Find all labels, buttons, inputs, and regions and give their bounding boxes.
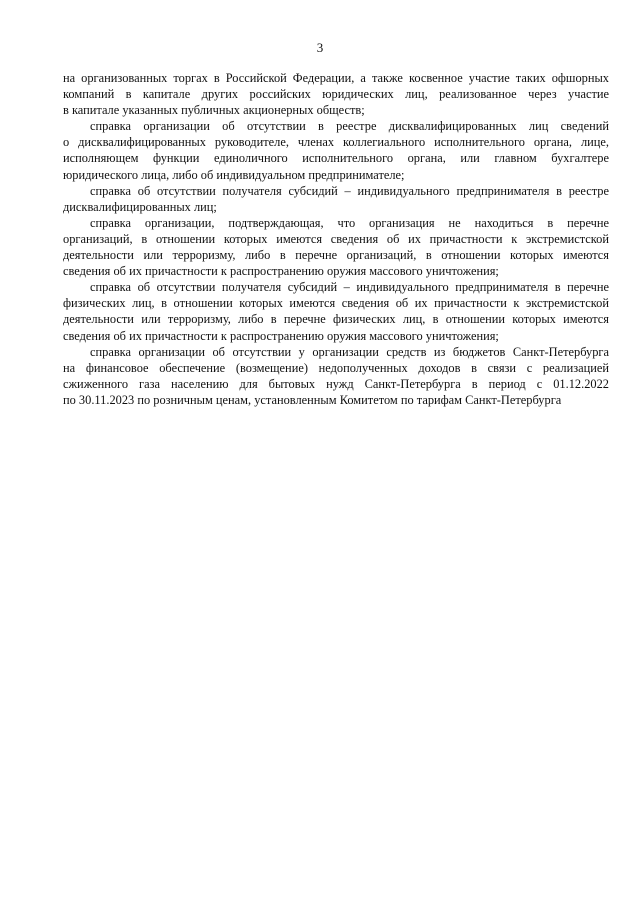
paragraph-disqualified-persons-certificate bbox=[63, 118, 609, 182]
text-line: дисквалифицированных лиц; bbox=[63, 199, 217, 214]
document-body bbox=[63, 70, 609, 408]
page-number: 3 bbox=[316, 40, 324, 55]
text-line: справка об отсутствии получателя субсидий – индивидуального предпринимателя в перечне bbox=[90, 280, 609, 295]
text-line: деятельности или терроризму, либо в перечне организаций, в отношении которых имеются bbox=[63, 248, 609, 263]
text-line: на организованных торгах в Российской Федерации, а также косвенное участие таких офшорных bbox=[63, 71, 609, 85]
text-line: по 30.11.2023 по розничным ценам, установленным Комитетом по тарифам Санкт-Петербурга bbox=[63, 392, 562, 407]
text-line: компаний в капитале других российских юридических лиц, реализованное через участие bbox=[63, 87, 609, 102]
paragraph-budget-funds-certificate bbox=[63, 344, 609, 408]
text-line: деятельности или терроризму, либо в перечне физических лиц, в отношении которых имеются bbox=[63, 312, 609, 327]
paragraph-offshore-participation bbox=[63, 70, 609, 118]
text-line: исполняющем функции единоличного исполнительного органа, или главном бухгалтере bbox=[63, 151, 609, 166]
text-line: юридического лица, либо об индивидуальном предпринимателе; bbox=[63, 167, 405, 182]
text-line: справка об отсутствии получателя субсидий – индивидуального предпринимателя в реестре bbox=[90, 183, 609, 198]
text-line: организаций, в отношении которых имеются сведения об их причастности к экстремистской bbox=[63, 231, 609, 246]
text-line: в капитале указанных публичных акционерных обществ; bbox=[63, 103, 365, 118]
text-line: сведения об их причастности к распространению оружия массового уничтожения; bbox=[63, 328, 499, 343]
text-line: сведения об их причастности к распространению оружия массового уничтожения; bbox=[63, 264, 499, 279]
text-line: справка организации об отсутствии у организации средств из бюджетов Санкт-Петербурга bbox=[90, 344, 609, 359]
text-line: физических лиц, в отношении которых имеются сведения об их причастности к экстремистской bbox=[63, 296, 609, 311]
text-line: о дисквалифицированных руководителе, членах коллегиального исполнительного органа, лице, bbox=[63, 135, 609, 150]
text-line: на финансовое обеспечение (возмещение) недополученных доходов в связи с реализацией bbox=[63, 360, 609, 375]
text-line: справка организации об отсутствии в реестре дисквалифицированных лиц сведений bbox=[90, 119, 609, 134]
text-line: сжиженного газа населению для бытовых нужд Санкт-Петербурга в период с 01.12.2022 bbox=[63, 376, 609, 391]
paragraph-individual-extremism-certificate bbox=[63, 279, 609, 343]
paragraph-organization-extremism-certificate bbox=[63, 215, 609, 279]
text-line: справка организации, подтверждающая, что организация не находиться в перечне bbox=[90, 215, 609, 230]
paragraph-entrepreneur-disqualified-certificate bbox=[63, 183, 609, 215]
